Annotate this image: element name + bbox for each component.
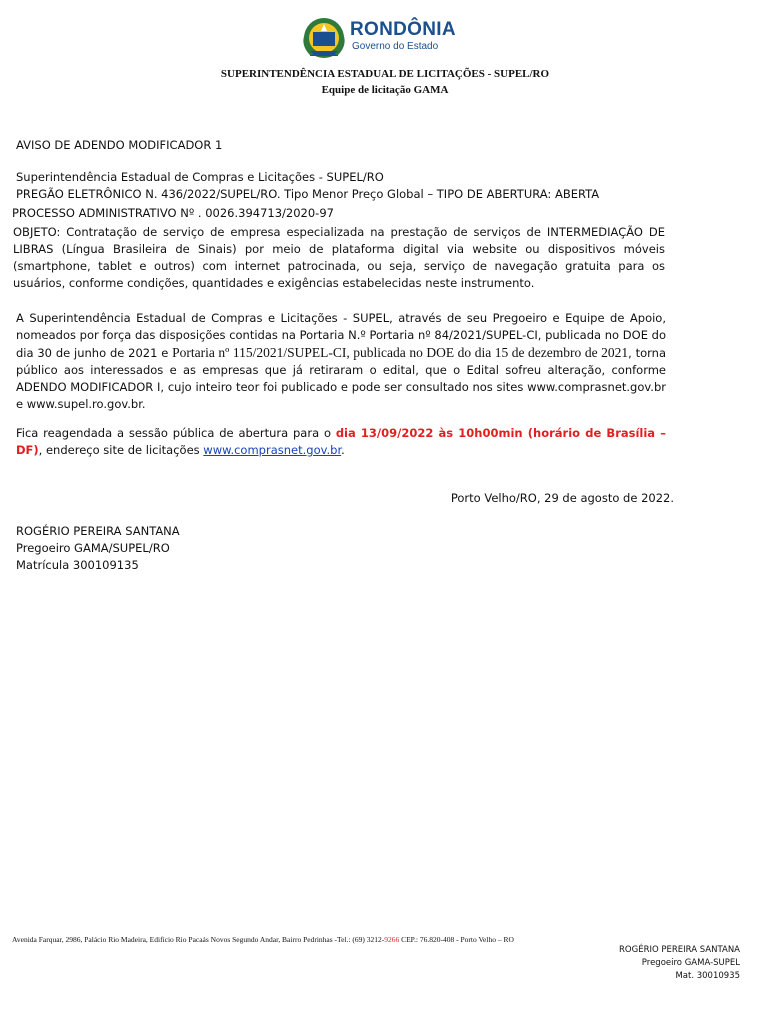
notice-objeto: OBJETO: Contratação de serviço de empresa especializada na prestação de serviços de INTERMEDIAÇÃO DE LIBRAS (Língua Brasileira de Sinais) por meio de plataforma digital via website ou dispositivos móveis (smartphone, tablet e outros) com internet patrocinada, ou seja, serviço de navegação gratuita para os usuários, conforme condições, quantidades e exigências estabelecidas neste instrumento. [13,225,665,290]
footer-signature [619,944,740,983]
footer-sig-mat: Mat. 30010935 [675,971,740,981]
footer-sig-role: Pregoeiro GAMA-SUPEL [641,958,740,968]
body-p2-part-b: , endereço site de licitações [38,443,204,457]
body-p1-portaria: Portaria nº 115/2021/SUPEL-CI, publicada no DOE do dia 15 de dezembro de 2021 [172,345,629,360]
signature-name: ROGÉRIO PEREIRA SANTANA [16,524,180,538]
footer-address [12,935,514,944]
logo-title: RONDÔNIA [350,19,456,40]
logo-subtitle: Governo do Estado [352,41,439,52]
footer-phone-red: 9266 [384,935,400,944]
body-paragraph-1 [16,310,666,413]
footer-address-part-b: CEP.: 76.820-408 - Porto Velho – RO [399,935,514,944]
notice-title: AVISO DE ADENDO MODIFICADOR 1 [16,138,223,152]
state-logo [300,15,460,63]
session-date-highlight: dia 13/09/2022 às 10h00min (horário de Brasília – DF) [16,426,666,457]
body-p1-part-c: , torna público aos interessados e as empresas que já retiraram o edital, que o Edital sofreu alteração, conforme ADENDO MODIFICADOR I, cujo inteiro teor foi publicado e pode ser consultado nos sites www.comprasnet.gov.br e www.supel.ro.gov.br. [16,346,666,411]
header-line-2: Equipe de licitação GAMA [321,84,449,96]
notice-org: Superintendência Estadual de Compras e Licitações - SUPEL/RO [16,170,384,184]
footer-address-part-a: Avenida Farquar, 2986, Palácio Rio Madeira, Edifício Rio Pacaás Novos Segundo Andar, Bairro Pedrinhas -Tel.: (69) 3212- [12,935,385,944]
body-p2-part-a: Fica reagendada a sessão pública de abertura para o [16,426,336,440]
date-line: Porto Velho/RO, 29 de agosto de 2022. [450,491,674,505]
signature-matricula: Matrícula 300109135 [16,558,139,572]
notice-pregao: PREGÃO ELETRÔNICO N. 436/2022/SUPEL/RO. Tipo Menor Preço Global – TIPO DE ABERTURA: ABERTA [16,187,600,201]
comprasnet-link[interactable]: www.comprasnet.gov.br [203,443,342,457]
body-p1-part-a: A Superintendência Estadual de Compras e Licitações - SUPEL, através de seu Pregoeiro e Equipe de Apoio, nomeados por força das disposições contidas na Portaria N.º Portaria nº 84/2021/SUPEL-CI, publicada no DOE do dia 30 de junho de 2021 e [16,311,666,360]
header-line-1: SUPERINTENDÊNCIA ESTADUAL DE LICITAÇÕES - SUPEL/RO [220,68,550,80]
body-paragraph-2 [16,425,666,459]
body-p2-part-c: . [341,443,345,457]
footer-sig-name: ROGÉRIO PEREIRA SANTANA [619,945,740,955]
state-coat-of-arms-icon [300,15,348,61]
signature-role: Pregoeiro GAMA/SUPEL/RO [16,541,170,555]
notice-processo: PROCESSO ADMINISTRATIVO Nº . 0026.394713/2020-97 [12,206,334,220]
